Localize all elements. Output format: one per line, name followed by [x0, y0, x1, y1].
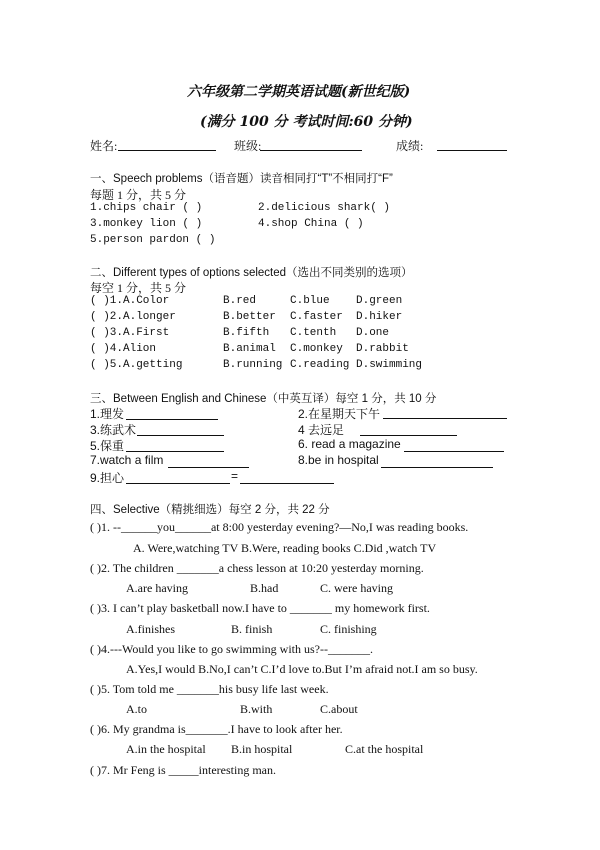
s2-row2-d: D.hiker: [356, 311, 403, 323]
q6-option-a: A.in the hospital: [126, 742, 206, 756]
s2-row3-c: C.tenth: [290, 327, 337, 339]
s2-row1-a[interactable]: ( )1.A.Color: [90, 295, 170, 307]
s3-item-6: 6. read a magazine: [298, 437, 401, 451]
s2-row4-d: D.rabbit: [356, 343, 409, 355]
score-field[interactable]: [437, 150, 507, 151]
q4-text[interactable]: ( )4.---Would you like to go swimming with us?--_______.: [90, 642, 374, 656]
s2-row4-c: C.monkey: [290, 343, 343, 355]
class-label: 班级:: [234, 139, 262, 153]
s2-row2-a[interactable]: ( )2.A.longer: [90, 311, 176, 323]
s3-item-4: 4 去远足: [298, 423, 345, 437]
section2-heading: 二、Different types of options selected（选出不同类别的选项）: [90, 267, 413, 279]
s2-row1-c: C.blue: [290, 295, 330, 307]
s3-answer-9b[interactable]: [240, 483, 334, 484]
s3-item-1: 1.理发: [90, 407, 125, 421]
s2-row3-b: B.fifth: [223, 327, 270, 339]
s3-answer-8[interactable]: [381, 467, 493, 468]
s2-row2-b: B.better: [223, 311, 276, 323]
s3-answer-3[interactable]: [137, 435, 224, 436]
section1-scoring: 每题 1 分，共 5 分: [90, 188, 187, 202]
s3-item-5: 5.保重: [90, 439, 125, 453]
q5-option-c: C.about: [320, 702, 358, 716]
q2-option-c: C. were having: [320, 581, 393, 595]
s3-answer-6[interactable]: [404, 451, 504, 452]
s2-row5-d: D.swimming: [356, 359, 423, 371]
s1-item-5[interactable]: 5.person pardon ( ): [90, 234, 216, 246]
s3-item-8: 8.be in hospital: [298, 453, 379, 467]
s2-row4-b: B.animal: [223, 343, 276, 355]
section1-heading: 一、Speech problems（语音题）读音相同打“T”不相同打“F”: [90, 173, 393, 185]
s2-row1-b: B.red: [223, 295, 257, 307]
s3-item-7: 7.watch a film: [90, 453, 164, 467]
q5-option-a: A.to: [126, 702, 147, 716]
s2-row5-c: C.reading: [290, 359, 350, 371]
q3-option-c: C. finishing: [320, 622, 377, 636]
q6-option-b: B.in hospital: [231, 742, 293, 756]
q2-option-a: A.are having: [126, 581, 188, 595]
q6-option-c: C.at the hospital: [345, 742, 424, 756]
s2-row3-d: D.one: [356, 327, 390, 339]
q3-option-a: A.finishes: [126, 622, 175, 636]
s1-item-3[interactable]: 3.monkey lion ( ): [90, 218, 203, 230]
s3-item-3: 3.练武术: [90, 423, 137, 437]
s3-equals: =: [231, 469, 239, 483]
q6-text[interactable]: ( )6. My grandma is_______.I have to look after her.: [90, 722, 343, 736]
q3-option-b: B. finish: [231, 622, 273, 636]
s3-item-2: 2.在星期天下午: [298, 407, 381, 421]
section4-heading: 四、Selective（精挑细选）每空 2 分，共 22 分: [90, 504, 330, 516]
s2-row3-a[interactable]: ( )3.A.First: [90, 327, 170, 339]
page-title: 六年级第二学期英语试题(新世纪版): [187, 84, 411, 100]
section3-heading: 三、Between English and Chinese（中英互译）每空 1 分，共 10 分: [90, 393, 437, 405]
s2-row5-b: B.running: [223, 359, 283, 371]
name-field[interactable]: [118, 150, 216, 151]
s1-item-4[interactable]: 4.shop China ( ): [258, 218, 364, 230]
s3-answer-7[interactable]: [168, 467, 249, 468]
s3-item-9: 9.担心: [90, 471, 125, 485]
s1-item-2[interactable]: 2.delicious shark( ): [258, 202, 391, 214]
q1-options: A. Were,watching TV B.Were, reading books C.Did ,watch TV: [133, 541, 437, 555]
section2-scoring: 每空 1 分，共 5 分: [90, 281, 187, 295]
q2-text[interactable]: ( )2. The children _______a chess lesson at 10:20 yesterday morning.: [90, 561, 424, 575]
s2-row2-c: C.faster: [290, 311, 343, 323]
q2-option-b: B.had: [250, 581, 279, 595]
name-label: 姓名:: [90, 139, 118, 153]
q5-option-b: B.with: [240, 702, 273, 716]
q3-text[interactable]: ( )3. I can’t play basketball now.I have to _______ my homework first.: [90, 601, 430, 615]
q1-text[interactable]: ( )1. --______you______at 8:00 yesterday evening?—No,I was reading books.: [90, 520, 469, 534]
q7-text[interactable]: ( )7. Mr Feng is _____interesting man.: [90, 763, 276, 777]
score-label: 成绩:: [396, 139, 424, 153]
s3-answer-1[interactable]: [126, 419, 218, 420]
s1-item-1[interactable]: 1.chips chair ( ): [90, 202, 203, 214]
s3-answer-9a[interactable]: [126, 483, 230, 484]
q5-text[interactable]: ( )5. Tom told me _______his busy life last week.: [90, 682, 329, 696]
s2-row5-a[interactable]: ( )5.A.getting: [90, 359, 183, 371]
class-field[interactable]: [260, 150, 362, 151]
s3-answer-5[interactable]: [126, 451, 224, 452]
page-subtitle: (满分 100 分 考试时间:60 分钟): [200, 114, 413, 130]
s3-answer-4[interactable]: [360, 435, 457, 436]
q4-options: A.Yes,I would B.No,I can’t C.I’d love to.But I’m afraid not.I am so busy.: [126, 662, 478, 676]
s2-row4-a[interactable]: ( )4.Alion: [90, 343, 157, 355]
s2-row1-d: D.green: [356, 295, 403, 307]
s3-answer-2[interactable]: [383, 418, 507, 419]
